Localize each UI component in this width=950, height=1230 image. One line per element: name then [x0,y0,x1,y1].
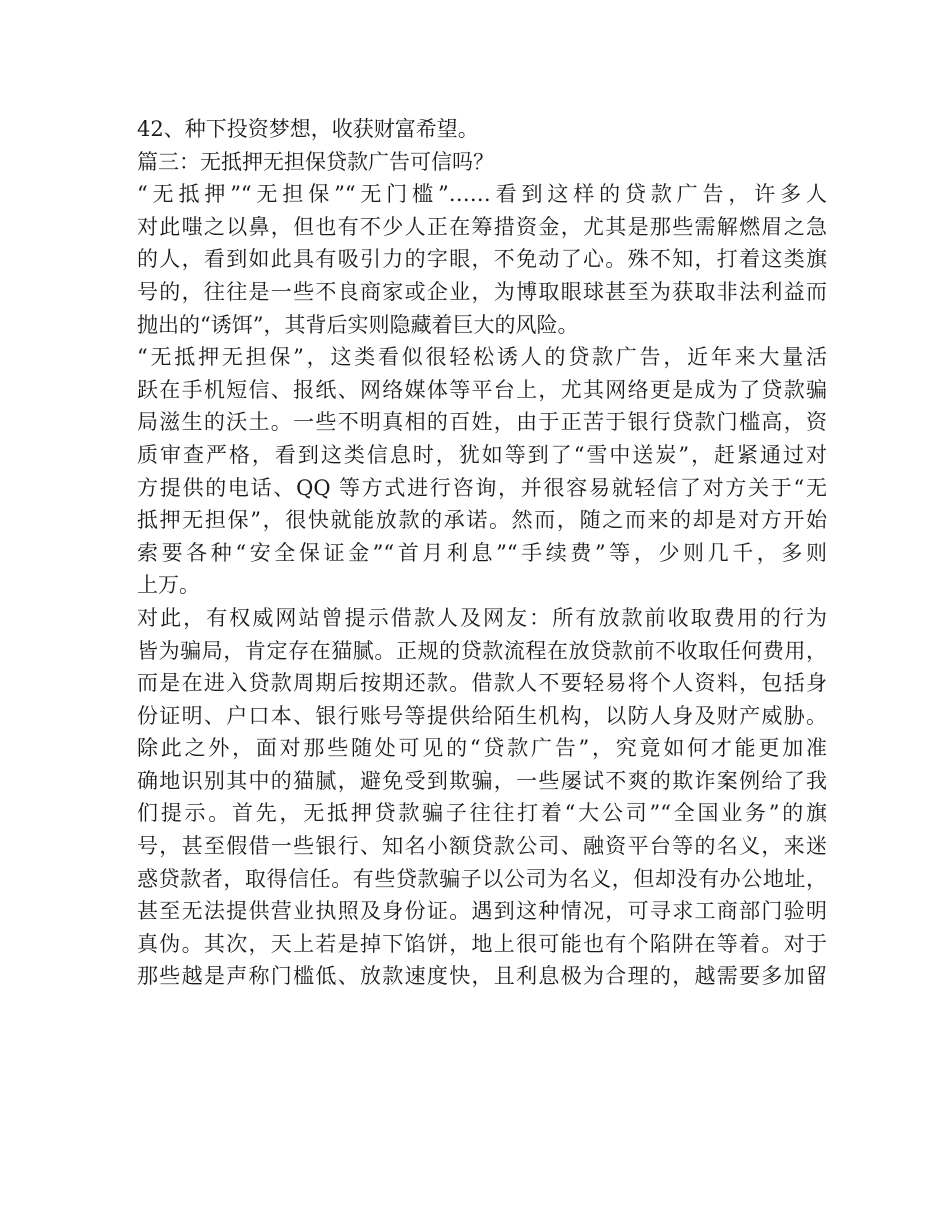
text-line: 局滋生的沃土。一些不明真相的百姓，由于正苦于银行贷款门槛高，资 [137,410,827,435]
text-line: 那些越是声称门槛低、放款速度快，且利息极为合理的，越需要多加留 [137,964,827,989]
text-line: “无抵押无担保”，这类看似很轻松诱人的贷款广告，近年来大量活 [137,345,827,370]
document-body [137,113,827,993]
text-line: 抵押无担保”，很快就能放款的承诺。然而，随之而来的却是对方开始 [137,508,827,533]
text-line: 跃在手机短信、报纸、网络媒体等平台上，尤其网络更是成为了贷款骗 [137,377,827,402]
text-line: 索要各种“安全保证金”“首月利息”“手续费”等，少则几千，多则 [137,540,827,565]
text-line: 对此，有权威网站曾提示借款人及网友：所有放款前收取费用的行为 [137,605,827,630]
text-line: 质审查严格，看到这类信息时，犹如等到了“雪中送炭”，赶紧通过对 [137,442,827,467]
text-line: 们提示。首先，无抵押贷款骗子往往打着“大公司”“全国业务”的旗 [137,801,827,826]
text-line: 抛出的“诱饵”，其背后实则隐藏着巨大的风险。 [137,312,579,337]
text-line: 而是在进入贷款周期后按期还款。借款人不要轻易将个人资料，包括身 [137,671,827,696]
text-line: 号的，往往是一些不良商家或企业，为博取眼球甚至为获取非法利益而 [137,279,827,304]
text-line: 号，甚至假借一些银行、知名小额贷款公司、融资平台等的名义，来迷 [137,834,827,859]
text-line: 真伪。其次，天上若是掉下馅饼，地上很可能也有个陷阱在等着。对于 [137,931,827,956]
text-line: 份证明、户口本、银行账号等提供给陌生机构，以防人身及财产威胁。 [137,703,827,728]
text-line: 对此嗤之以鼻，但也有不少人正在筹措资金，尤其是那些需解燃眉之急 [137,214,827,239]
text-line: 除此之外，面对那些随处可见的“贷款广告”，究竟如何才能更加准 [137,736,827,761]
text-line: 方提供的电话、QQ 等方式进行咨询，并很容易就轻信了对方关于“无 [137,475,827,500]
text-line: 42、种下投资梦想，收获财富希望。 [137,117,479,141]
text-line: 惑贷款者，取得信任。有些贷款骗子以公司为名义，但却没有办公地址， [137,866,827,891]
text-line: 上万。 [137,573,200,598]
text-line: 皆为骗局，肯定存在猫腻。正规的贷款流程在放贷款前不收取任何费用， [137,638,827,663]
text-line: 确地识别其中的猫腻，避免受到欺骗，一些屡试不爽的欺诈案例给了我 [137,768,827,793]
text-line: 甚至无法提供营业执照及身份证。遇到这种情况，可寻求工商部门验明 [137,899,827,924]
text-line: 的人，看到如此具有吸引力的字眼，不免动了心。殊不知，打着这类旗 [137,247,827,272]
section-heading: 篇三：无抵押无担保贷款广告可信吗？ [137,149,494,174]
text-line: “无抵押”“无担保”“无门槛”……看到这样的贷款广告，许多人 [137,182,827,207]
